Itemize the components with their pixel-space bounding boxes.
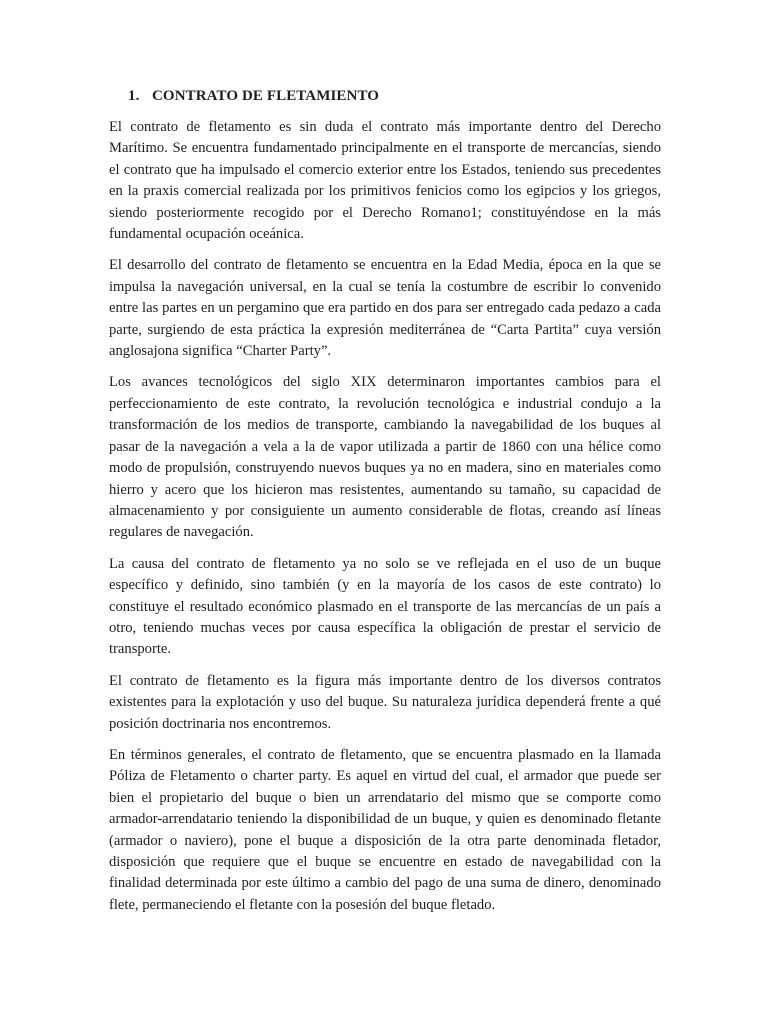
paragraph-1: El contrato de fletamento es sin duda el contrato más importante dentro del Derecho Marítimo. Se encuentra fundamentado principalmente en el transporte de mercancías, siendo el contrato que ha impulsado el comercio exterior entre los Estados, teniendo sus precedentes en la praxis comercial realizada por los primitivos fenicios como los egipcios y los griegos, siendo posteriormente recogido por el Derecho Romano1; constituyéndose en la más fundamental ocupación oceánica. — [109, 119, 661, 243]
paragraph-3: Los avances tecnológicos del siglo XIX determinaron importantes cambios para el perfeccionamiento de este contrato, la revolución tecnológica e industrial condujo a la transformación de los medios de transporte, cambiando la navegabilidad de los buques al pasar de la navegación a vela a la de vapor utilizada a partir de 1860 con una hélice como modo de propulsión, construyendo nuevos buques ya no en madera, sino en materiales como hierro y acero que los hicieron mas resistentes, aumentando su tamaño, su capacidad de almacenamiento y por consiguiente un aumento considerable de flotas, creando así líneas regulares de navegación. — [109, 374, 661, 541]
document-page — [109, 88, 661, 926]
section-heading — [128, 88, 661, 105]
section-title: CONTRATO DE FLETAMIENTO — [152, 88, 380, 104]
paragraph-4: La causa del contrato de fletamento ya no solo se ve reflejada en el uso de un buque específico y definido, sino también (y en la mayoría de los casos de este contrato) lo constituye el resultado económico plasmado en el transporte de las mercancías de un país a otro, teniendo muchas veces por causa específica la obligación de prestar el servicio de transporte. — [109, 555, 661, 658]
paragraph-6: En términos generales, el contrato de fletamento, que se encuentra plasmado en la llamada Póliza de Fletamento o charter party. Es aquel en virtud del cual, el armador que puede ser bien el propietario del buque o bien un arrendatario del mismo que se comporte como armador-arrendatario teniendo la disponibilidad de un buque, y quien es denominado fletante (armador o naviero), pone el buque a disposición de la otra parte denominada fletador, disposición que requiere que el buque se encuentre en estado de navegabilidad con la finalidad determinada por este último a cambio del pago de una suma de dinero, denominado flete, permaneciendo el fletante con la posesión del buque fletado. — [109, 746, 661, 913]
paragraph-2: El desarrollo del contrato de fletamento se encuentra en la Edad Media, época en la que se impulsa la navegación universal, en la cual se tenía la costumbre de escribir lo convenido entre las partes en un pergamino que era partido en dos para ser entregado cada pedazo a cada parte, surgiendo de esta práctica la expresión mediterránea de “Carta Partita” cuya versión anglosajona significa “Charter Party”. — [109, 257, 661, 360]
paragraph-5: El contrato de fletamento es la figura más importante dentro de los diversos contratos existentes para la explotación y uso del buque. Su naturaleza jurídica dependerá frente a qué posición doctrinaria nos encontremos. — [109, 672, 661, 732]
section-number: 1. — [128, 88, 140, 104]
